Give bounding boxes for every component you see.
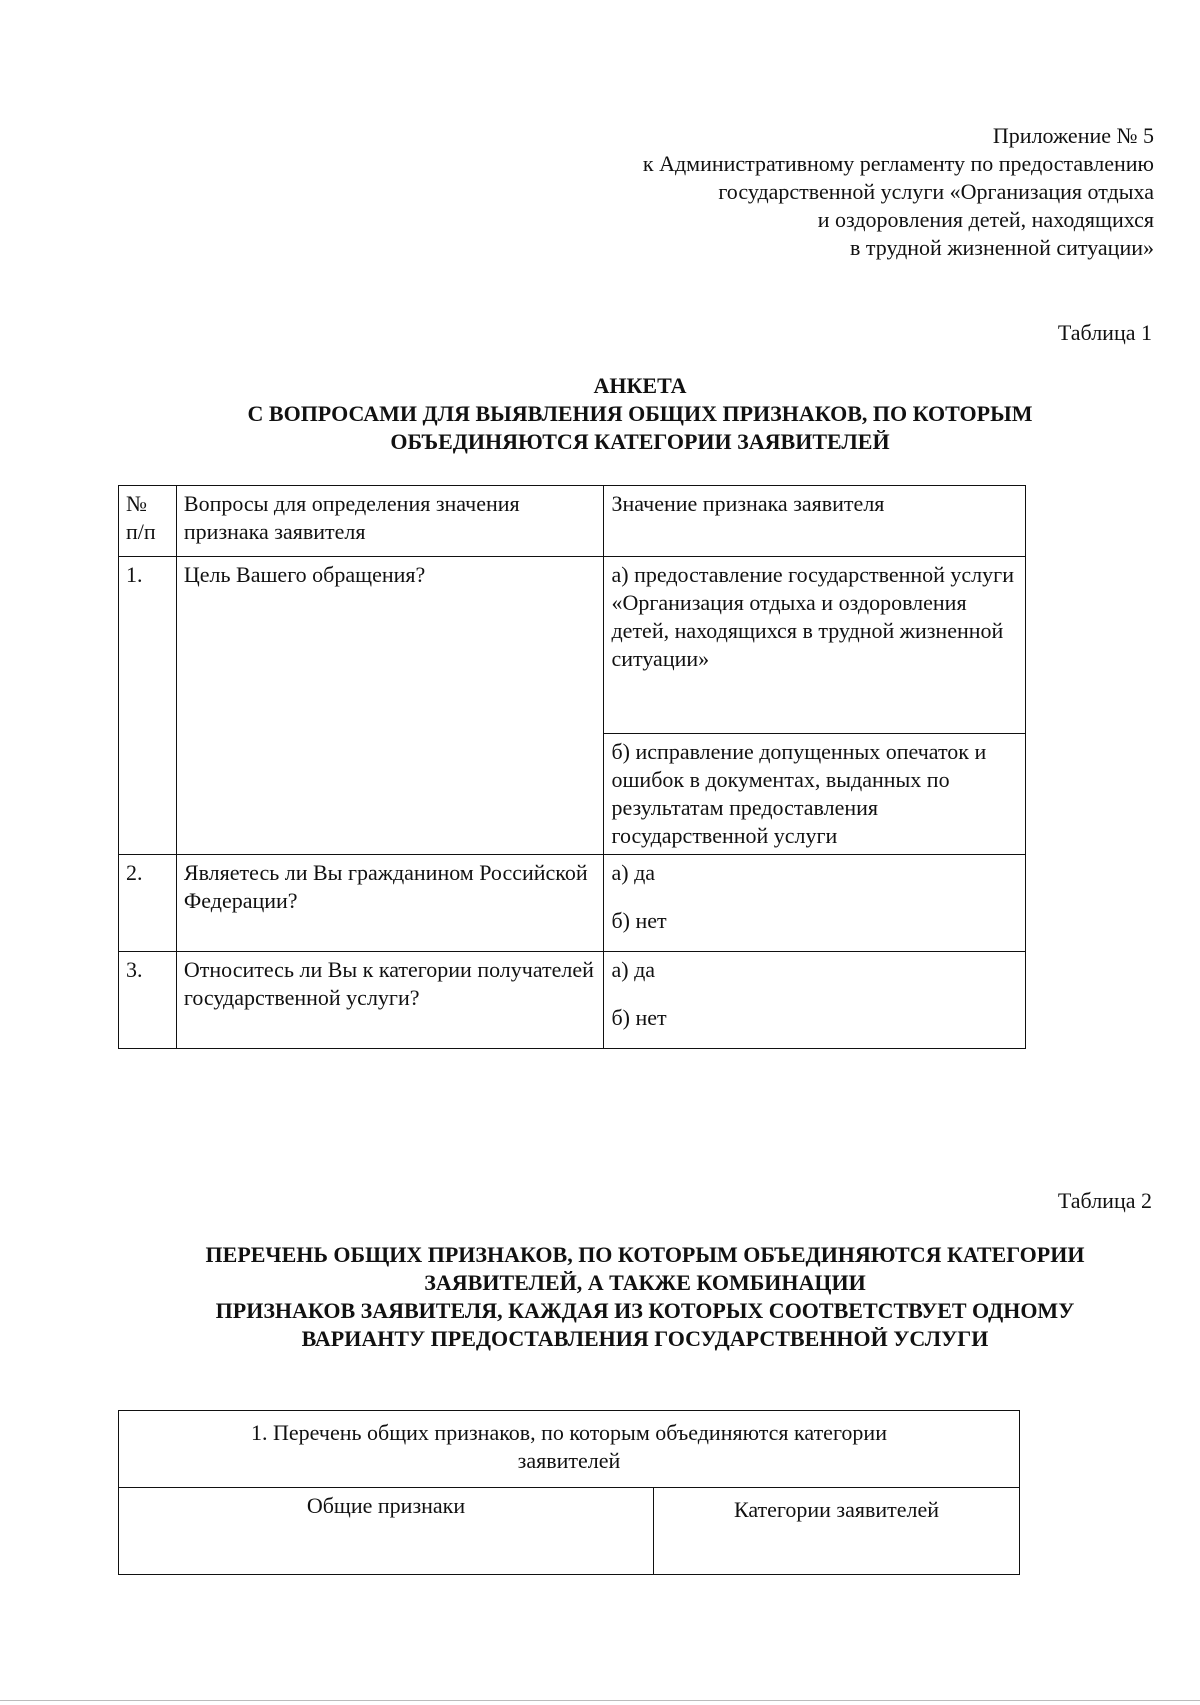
title-line: АНКЕТА (593, 373, 687, 398)
table-row (119, 855, 1026, 952)
appendix-line: в трудной жизненной ситуации» (849, 235, 1154, 260)
row-answers (604, 952, 1026, 1049)
table1-label: Таблица 1 (1057, 320, 1152, 345)
title-line: ЗАЯВИТЕЛЕЙ, А ТАКЖЕ КОМБИНАЦИИ (424, 1270, 866, 1295)
appendix-line: к Административному регламенту по предоставлению (642, 151, 1154, 176)
table-header-row (119, 1488, 1020, 1575)
row-num: 3. (119, 952, 177, 1049)
page-edge-divider (0, 1700, 1200, 1701)
questionnaire-table (118, 485, 1026, 1049)
table2-title (0, 1241, 1200, 1353)
table-section-row (119, 1411, 1020, 1488)
row-question: Являетесь ли Вы гражданином Российской Федерации? (176, 855, 604, 952)
header-question: Вопросы для определения значения признака заявителя (176, 486, 604, 557)
section-header: 1. Перечень общих признаков, по которым объединяются категории заявителей (119, 1411, 1020, 1488)
row-answer: а) предоставление государственной услуги «Организация отдыха и оздоровления детей, находящихся в трудной жизненной ситуации» (604, 557, 1026, 684)
answer-option: б) нет (611, 1005, 667, 1030)
title-line: С ВОПРОСАМИ ДЛЯ ВЫЯВЛЕНИЯ ОБЩИХ ПРИЗНАКОВ, ПО КОТОРЫМ (247, 401, 1033, 426)
row-answer-gap (604, 683, 1026, 734)
answer-option: а) да (611, 957, 656, 982)
column-general-criteria: Общие признаки (119, 1488, 654, 1575)
appendix-header (454, 122, 1154, 262)
table1-title (0, 372, 1200, 456)
row-num: 2. (119, 855, 177, 952)
answer-option: б) нет (611, 908, 667, 933)
appendix-line: государственной услуги «Организация отдыха (718, 179, 1154, 204)
table-row (119, 952, 1026, 1049)
table-header-row (119, 486, 1026, 557)
header-num: № п/п (119, 486, 177, 557)
title-line: ВАРИАНТУ ПРЕДОСТАВЛЕНИЯ ГОСУДАРСТВЕННОЙ УСЛУГИ (301, 1326, 989, 1351)
row-answer: б) исправление допущенных опечаток и ошибок в документах, выданных по результатам предоставления государственной услуги (604, 734, 1026, 855)
table-row (119, 557, 1026, 684)
appendix-line: Приложение № 5 (992, 123, 1154, 148)
header-value: Значение признака заявителя (604, 486, 1026, 557)
appendix-line: и оздоровления детей, находящихся (817, 207, 1154, 232)
title-line: ПРИЗНАКОВ ЗАЯВИТЕЛЯ, КАЖДАЯ ИЗ КОТОРЫХ СООТВЕТСТВУЕТ ОДНОМУ (215, 1298, 1075, 1323)
row-num: 1. (119, 557, 177, 855)
answer-option: а) да (611, 860, 656, 885)
title-line: ПЕРЕЧЕНЬ ОБЩИХ ПРИЗНАКОВ, ПО КОТОРЫМ ОБЪЕДИНЯЮТСЯ КАТЕГОРИИ (205, 1242, 1085, 1267)
column-applicant-categories: Категории заявителей (654, 1488, 1020, 1575)
row-question: Относитесь ли Вы к категории получателей государственной услуги? (176, 952, 604, 1049)
table2-label: Таблица 2 (1057, 1188, 1152, 1213)
criteria-table (118, 1410, 1020, 1575)
title-line: ОБЪЕДИНЯЮТСЯ КАТЕГОРИИ ЗАЯВИТЕЛЕЙ (390, 429, 890, 454)
row-answers (604, 855, 1026, 952)
row-question: Цель Вашего обращения? (176, 557, 604, 855)
